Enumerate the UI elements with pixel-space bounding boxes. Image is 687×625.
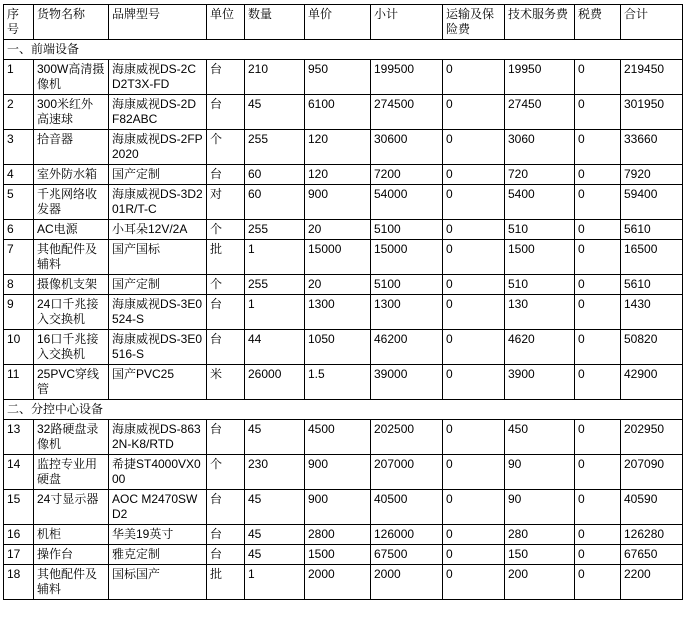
table-row bbox=[4, 525, 683, 545]
cell-brand-model: 国产PVC25 bbox=[109, 365, 207, 400]
cell-unit: 台 bbox=[207, 330, 245, 365]
cell-unit: 台 bbox=[207, 95, 245, 130]
cell-total: 301950 bbox=[621, 95, 683, 130]
cell-shipping-insurance: 0 bbox=[443, 95, 505, 130]
cell-unit: 米 bbox=[207, 365, 245, 400]
table-row bbox=[4, 565, 683, 600]
cell-goods-name: 300W高清摄像机 bbox=[34, 60, 109, 95]
cell-total: 2200 bbox=[621, 565, 683, 600]
cell-tax: 0 bbox=[575, 275, 621, 295]
cell-index: 13 bbox=[4, 420, 34, 455]
cell-shipping-insurance: 0 bbox=[443, 60, 505, 95]
cell-total: 5610 bbox=[621, 220, 683, 240]
column-header-goods-name: 货物名称 bbox=[34, 5, 109, 40]
cell-tax: 0 bbox=[575, 185, 621, 220]
column-header-index: 序号 bbox=[4, 5, 34, 40]
cell-total: 67650 bbox=[621, 545, 683, 565]
cell-index: 11 bbox=[4, 365, 34, 400]
cell-total: 219450 bbox=[621, 60, 683, 95]
cell-goods-name: 25PVC穿线管 bbox=[34, 365, 109, 400]
cell-technical-service-fee: 130 bbox=[505, 295, 575, 330]
cell-shipping-insurance: 0 bbox=[443, 455, 505, 490]
cell-brand-model: 海康威视DS-2FP2020 bbox=[109, 130, 207, 165]
cell-subtotal: 207000 bbox=[371, 455, 443, 490]
cell-brand-model: 海康威视DS-2CD2T3X-FD bbox=[109, 60, 207, 95]
cell-tax: 0 bbox=[575, 295, 621, 330]
cell-brand-model: 华美19英寸 bbox=[109, 525, 207, 545]
cell-technical-service-fee: 5400 bbox=[505, 185, 575, 220]
cell-quantity: 255 bbox=[245, 275, 305, 295]
cell-total: 1430 bbox=[621, 295, 683, 330]
cell-quantity: 45 bbox=[245, 490, 305, 525]
table-row bbox=[4, 420, 683, 455]
cell-unit-price: 1.5 bbox=[305, 365, 371, 400]
cell-tax: 0 bbox=[575, 165, 621, 185]
cell-index: 4 bbox=[4, 165, 34, 185]
cell-index: 17 bbox=[4, 545, 34, 565]
cell-index: 14 bbox=[4, 455, 34, 490]
cell-subtotal: 39000 bbox=[371, 365, 443, 400]
cell-goods-name: 其他配件及辅料 bbox=[34, 565, 109, 600]
column-header-technical-service-fee: 技术服务费 bbox=[505, 5, 575, 40]
table-row bbox=[4, 455, 683, 490]
cell-index: 8 bbox=[4, 275, 34, 295]
cell-shipping-insurance: 0 bbox=[443, 220, 505, 240]
table-body bbox=[4, 40, 683, 600]
cell-unit: 个 bbox=[207, 130, 245, 165]
cell-unit: 台 bbox=[207, 545, 245, 565]
cell-subtotal: 126000 bbox=[371, 525, 443, 545]
cell-goods-name: 室外防水箱 bbox=[34, 165, 109, 185]
cell-brand-model: 国产国标 bbox=[109, 240, 207, 275]
cell-unit-price: 1300 bbox=[305, 295, 371, 330]
cell-tax: 0 bbox=[575, 330, 621, 365]
cell-tax: 0 bbox=[575, 95, 621, 130]
cell-unit-price: 2000 bbox=[305, 565, 371, 600]
cell-goods-name: 拾音器 bbox=[34, 130, 109, 165]
cell-total: 59400 bbox=[621, 185, 683, 220]
cell-subtotal: 46200 bbox=[371, 330, 443, 365]
cell-brand-model: 海康威视DS-2DF82ABC bbox=[109, 95, 207, 130]
table-row bbox=[4, 275, 683, 295]
cell-shipping-insurance: 0 bbox=[443, 365, 505, 400]
table-row bbox=[4, 490, 683, 525]
cell-quantity: 45 bbox=[245, 525, 305, 545]
cell-index: 7 bbox=[4, 240, 34, 275]
section-title: 二、分控中心设备 bbox=[4, 400, 683, 420]
cell-goods-name: 监控专业用硬盘 bbox=[34, 455, 109, 490]
cell-tax: 0 bbox=[575, 490, 621, 525]
cell-total: 7920 bbox=[621, 165, 683, 185]
cell-index: 2 bbox=[4, 95, 34, 130]
cell-quantity: 26000 bbox=[245, 365, 305, 400]
cell-goods-name: 300米红外高速球 bbox=[34, 95, 109, 130]
section-title: 一、前端设备 bbox=[4, 40, 683, 60]
cell-tax: 0 bbox=[575, 130, 621, 165]
table-row bbox=[4, 165, 683, 185]
cell-brand-model: 国产定制 bbox=[109, 275, 207, 295]
cell-quantity: 60 bbox=[245, 165, 305, 185]
table-row bbox=[4, 185, 683, 220]
cell-technical-service-fee: 90 bbox=[505, 455, 575, 490]
cell-index: 15 bbox=[4, 490, 34, 525]
cell-total: 5610 bbox=[621, 275, 683, 295]
cell-technical-service-fee: 450 bbox=[505, 420, 575, 455]
cell-tax: 0 bbox=[575, 420, 621, 455]
cell-unit: 台 bbox=[207, 295, 245, 330]
cell-total: 50820 bbox=[621, 330, 683, 365]
cell-tax: 0 bbox=[575, 565, 621, 600]
cell-technical-service-fee: 510 bbox=[505, 275, 575, 295]
cell-unit-price: 20 bbox=[305, 220, 371, 240]
cell-goods-name: 24寸显示器 bbox=[34, 490, 109, 525]
spreadsheet-sheet bbox=[0, 4, 687, 600]
cell-unit-price: 900 bbox=[305, 455, 371, 490]
cell-technical-service-fee: 200 bbox=[505, 565, 575, 600]
table-row bbox=[4, 130, 683, 165]
cell-goods-name: 摄像机支架 bbox=[34, 275, 109, 295]
cell-brand-model: 海康威视DS-3D201R/T-C bbox=[109, 185, 207, 220]
cell-unit: 个 bbox=[207, 455, 245, 490]
cell-quantity: 255 bbox=[245, 220, 305, 240]
cell-quantity: 45 bbox=[245, 545, 305, 565]
cell-total: 202950 bbox=[621, 420, 683, 455]
cell-unit-price: 15000 bbox=[305, 240, 371, 275]
cell-shipping-insurance: 0 bbox=[443, 240, 505, 275]
cell-subtotal: 7200 bbox=[371, 165, 443, 185]
cell-index: 18 bbox=[4, 565, 34, 600]
cell-tax: 0 bbox=[575, 60, 621, 95]
cell-unit-price: 120 bbox=[305, 165, 371, 185]
cell-brand-model: 希捷ST4000VX000 bbox=[109, 455, 207, 490]
cell-brand-model: 国标国产 bbox=[109, 565, 207, 600]
cell-technical-service-fee: 720 bbox=[505, 165, 575, 185]
cell-tax: 0 bbox=[575, 525, 621, 545]
cell-technical-service-fee: 3060 bbox=[505, 130, 575, 165]
cell-shipping-insurance: 0 bbox=[443, 275, 505, 295]
cell-tax: 0 bbox=[575, 220, 621, 240]
table-row bbox=[4, 95, 683, 130]
cell-index: 16 bbox=[4, 525, 34, 545]
cell-unit: 批 bbox=[207, 565, 245, 600]
cell-shipping-insurance: 0 bbox=[443, 295, 505, 330]
table-row bbox=[4, 365, 683, 400]
cell-brand-model: 国产定制 bbox=[109, 165, 207, 185]
cell-goods-name: 千兆网络收发器 bbox=[34, 185, 109, 220]
column-header-subtotal: 小计 bbox=[371, 5, 443, 40]
cell-technical-service-fee: 27450 bbox=[505, 95, 575, 130]
cell-brand-model: 小耳朵12V/2A bbox=[109, 220, 207, 240]
cell-unit-price: 1050 bbox=[305, 330, 371, 365]
cell-shipping-insurance: 0 bbox=[443, 525, 505, 545]
cell-unit: 个 bbox=[207, 275, 245, 295]
cell-tax: 0 bbox=[575, 545, 621, 565]
section-row bbox=[4, 40, 683, 60]
cell-tax: 0 bbox=[575, 240, 621, 275]
cell-shipping-insurance: 0 bbox=[443, 490, 505, 525]
cell-goods-name: 机柜 bbox=[34, 525, 109, 545]
table-row bbox=[4, 60, 683, 95]
column-header-total: 合计 bbox=[621, 5, 683, 40]
cell-unit: 台 bbox=[207, 525, 245, 545]
cell-goods-name: 操作台 bbox=[34, 545, 109, 565]
cell-technical-service-fee: 150 bbox=[505, 545, 575, 565]
cell-unit-price: 1500 bbox=[305, 545, 371, 565]
cell-quantity: 45 bbox=[245, 420, 305, 455]
cell-shipping-insurance: 0 bbox=[443, 565, 505, 600]
cell-brand-model: 海康威视DS-3E0516-S bbox=[109, 330, 207, 365]
cell-unit-price: 120 bbox=[305, 130, 371, 165]
cell-subtotal: 202500 bbox=[371, 420, 443, 455]
cell-shipping-insurance: 0 bbox=[443, 420, 505, 455]
cell-unit: 台 bbox=[207, 60, 245, 95]
cell-technical-service-fee: 1500 bbox=[505, 240, 575, 275]
table-header-row bbox=[4, 5, 683, 40]
cell-technical-service-fee: 280 bbox=[505, 525, 575, 545]
table-row bbox=[4, 240, 683, 275]
column-header-unit: 单位 bbox=[207, 5, 245, 40]
cell-subtotal: 5100 bbox=[371, 220, 443, 240]
cell-total: 42900 bbox=[621, 365, 683, 400]
cell-brand-model: 雅克定制 bbox=[109, 545, 207, 565]
cell-subtotal: 54000 bbox=[371, 185, 443, 220]
cell-subtotal: 40500 bbox=[371, 490, 443, 525]
cell-unit: 台 bbox=[207, 165, 245, 185]
column-header-shipping-insurance: 运输及保险费 bbox=[443, 5, 505, 40]
cell-goods-name: 32路硬盘录像机 bbox=[34, 420, 109, 455]
cell-shipping-insurance: 0 bbox=[443, 130, 505, 165]
table-row bbox=[4, 295, 683, 330]
cell-index: 9 bbox=[4, 295, 34, 330]
cell-total: 126280 bbox=[621, 525, 683, 545]
cell-quantity: 44 bbox=[245, 330, 305, 365]
cell-tax: 0 bbox=[575, 365, 621, 400]
cell-unit-price: 20 bbox=[305, 275, 371, 295]
cell-quantity: 230 bbox=[245, 455, 305, 490]
cell-shipping-insurance: 0 bbox=[443, 330, 505, 365]
cell-subtotal: 1300 bbox=[371, 295, 443, 330]
column-header-unit-price: 单价 bbox=[305, 5, 371, 40]
column-header-quantity: 数量 bbox=[245, 5, 305, 40]
cell-unit-price: 4500 bbox=[305, 420, 371, 455]
cell-unit-price: 900 bbox=[305, 490, 371, 525]
table-header bbox=[4, 5, 683, 40]
cell-technical-service-fee: 3900 bbox=[505, 365, 575, 400]
cell-quantity: 1 bbox=[245, 240, 305, 275]
cell-subtotal: 199500 bbox=[371, 60, 443, 95]
cell-quantity: 1 bbox=[245, 565, 305, 600]
column-header-brand-model: 品牌型号 bbox=[109, 5, 207, 40]
cell-quantity: 45 bbox=[245, 95, 305, 130]
equipment-quotation-table bbox=[3, 4, 683, 600]
cell-brand-model: 海康威视DS-3E0524-S bbox=[109, 295, 207, 330]
cell-unit-price: 950 bbox=[305, 60, 371, 95]
section-row bbox=[4, 400, 683, 420]
cell-unit-price: 900 bbox=[305, 185, 371, 220]
cell-tax: 0 bbox=[575, 455, 621, 490]
table-row bbox=[4, 330, 683, 365]
cell-goods-name: AC电源 bbox=[34, 220, 109, 240]
column-header-tax: 税费 bbox=[575, 5, 621, 40]
cell-subtotal: 5100 bbox=[371, 275, 443, 295]
cell-subtotal: 274500 bbox=[371, 95, 443, 130]
cell-subtotal: 2000 bbox=[371, 565, 443, 600]
cell-unit: 个 bbox=[207, 220, 245, 240]
cell-index: 5 bbox=[4, 185, 34, 220]
cell-goods-name: 其他配件及辅料 bbox=[34, 240, 109, 275]
cell-quantity: 60 bbox=[245, 185, 305, 220]
cell-index: 3 bbox=[4, 130, 34, 165]
cell-total: 33660 bbox=[621, 130, 683, 165]
table-row bbox=[4, 545, 683, 565]
cell-technical-service-fee: 4620 bbox=[505, 330, 575, 365]
cell-shipping-insurance: 0 bbox=[443, 165, 505, 185]
cell-total: 207090 bbox=[621, 455, 683, 490]
cell-technical-service-fee: 510 bbox=[505, 220, 575, 240]
cell-index: 6 bbox=[4, 220, 34, 240]
cell-brand-model: 海康威视DS-8632N-K8/RTD bbox=[109, 420, 207, 455]
cell-unit-price: 2800 bbox=[305, 525, 371, 545]
cell-quantity: 255 bbox=[245, 130, 305, 165]
cell-unit: 台 bbox=[207, 420, 245, 455]
cell-technical-service-fee: 19950 bbox=[505, 60, 575, 95]
cell-goods-name: 24口千兆接入交换机 bbox=[34, 295, 109, 330]
table-row bbox=[4, 220, 683, 240]
cell-shipping-insurance: 0 bbox=[443, 545, 505, 565]
cell-subtotal: 67500 bbox=[371, 545, 443, 565]
cell-unit: 对 bbox=[207, 185, 245, 220]
cell-subtotal: 15000 bbox=[371, 240, 443, 275]
cell-technical-service-fee: 90 bbox=[505, 490, 575, 525]
cell-index: 10 bbox=[4, 330, 34, 365]
cell-quantity: 1 bbox=[245, 295, 305, 330]
cell-index: 1 bbox=[4, 60, 34, 95]
cell-total: 16500 bbox=[621, 240, 683, 275]
cell-unit: 台 bbox=[207, 490, 245, 525]
cell-shipping-insurance: 0 bbox=[443, 185, 505, 220]
cell-total: 40590 bbox=[621, 490, 683, 525]
cell-quantity: 210 bbox=[245, 60, 305, 95]
cell-subtotal: 30600 bbox=[371, 130, 443, 165]
cell-brand-model: AOC M2470SWD2 bbox=[109, 490, 207, 525]
cell-unit-price: 6100 bbox=[305, 95, 371, 130]
cell-goods-name: 16口千兆接入交换机 bbox=[34, 330, 109, 365]
cell-unit: 批 bbox=[207, 240, 245, 275]
